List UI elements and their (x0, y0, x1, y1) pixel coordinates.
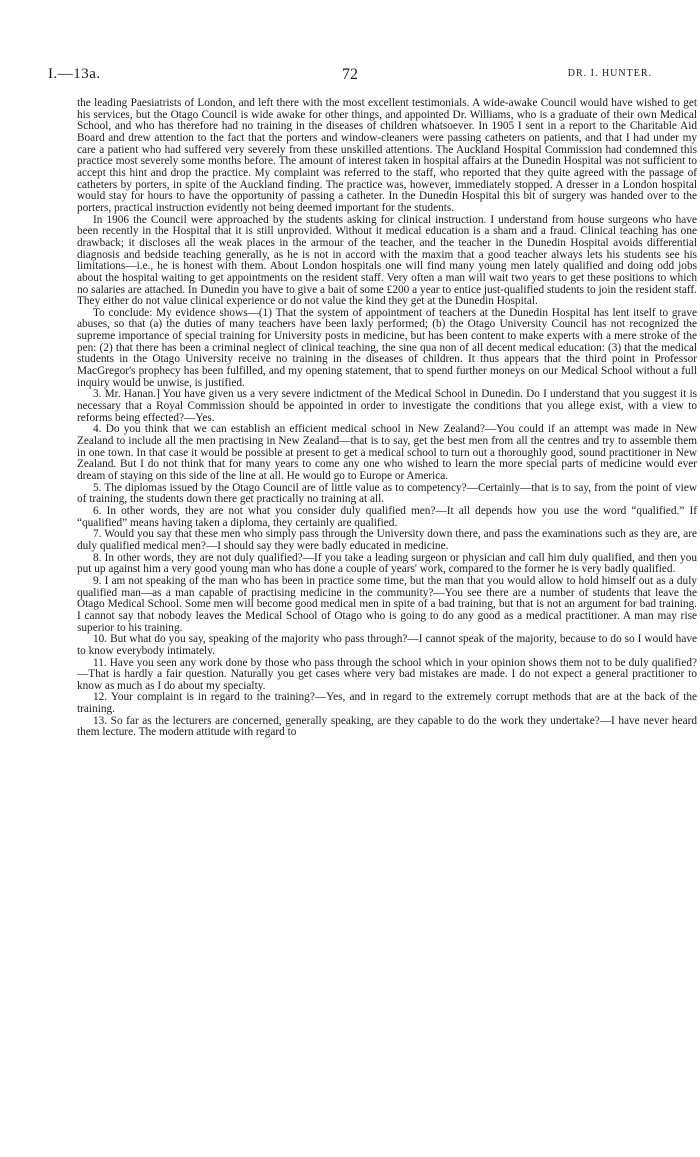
question-3: 3. Mr. Hanan.] You have given us a very severe indictment of the Medical School in Dunedin. Do I understand that you suggest it is necessary that a Royal Commission should be appointed in order to investigate the conditions that you allege exist, with a view to reforms being effected?—Yes. (77, 388, 697, 424)
document-body (77, 98, 697, 739)
question-8: 8. In other words, they are not duly qualified?—If you take a leading surgeon or physician and call him duly qualified, and then you put up against him a very good young man who has done a couple of years' work, compared to the former he is very badly qualified. (77, 551, 697, 576)
question-4: 4. Do you think that we can establish an efficient medical school in New Zealand?—You could if an attempt was made in New Zealand to include all the men practising in New Zealand—that is to say, get the best men from all the centres and try to assemble them in one town. In that case it would be possible at present to get a medical school to turn out a thoroughly good, sound practitioner in New Zealand. But I do not think that for many years to come any one who wished to learn the more special parts of medicine would ever dream of staying on this side of the line at all. He would go to Europe or America. (77, 423, 697, 482)
question-10: 10. But what do you say, speaking of the majority who pass through?—I cannot speak of the majority, because to do so I would have to know everybody intimately. (77, 633, 697, 657)
question-5: 5. The diplomas issued by the Otago Council are of little value as to competency?—Certainly—that is to say, from the point of view of training, the students down there get practically no training at all. (77, 481, 697, 506)
witness-name: DR. I. HUNTER. (567, 68, 652, 79)
paragraph-2: To conclude: My evidence shows—(1) That the system of appointment of teachers at the Dunedin Hospital has lent itself to grave abuses, so that (a) the duties of many teachers have been laxly performed; (b) the Otago University Council has not recognized the supreme importance of special training for University posts in medicine, but has been content to make experts with a mere stroke of the pen: (2) that there has been a criminal neglect of clinical teaching, the sine qua non of all decent medical education: (3) that the medical students in the Otago University receive no training in the diseases of children. It thus appears that the third point in Professor MacGregor's prophecy has been fulfilled, and my opening statement, that to spend further moneys on our Medical School without a full inquiry would be unwise, is justified. (77, 306, 697, 389)
question-13: 13. So far as the lecturers are concerned, generally speaking, are they capable to do the work they undertake?—I have never heard them lecture. The modern attitude with regard to (77, 714, 697, 739)
paragraph-0: the leading Paesiatrists of London, and left there with the most excellent testimonials. A wide-awake Council would have wished to get his services, but the Otago Council is wide awake for other things, and appointed Dr. Williams, who is a graduate of their own Medical School, and who has therefore had no training in the diseases of children whatsoever. In 1905 I sent in a report to the Charitable Aid Board and drew attention to the fact that the porters and window-cleaners were passing catheters on patients, and that I had under my care a patient who had suffered very severely from these unskilled attentions. The Auckland Hospital Commission had condemned this practice most severely some months before. The amount of interest taken in hospital affairs at the Dunedin Hospital was not sufficient to accept this hint and drop the practice. My complaint was referred to the staff, who reported that they quite agreed with the passage of catheters by porters, in spite of the Auckland finding. The practice was, however, immediately stopped. A dresser in a London hospital would stay for hours to have the opportunity of passing a catheter. In the Dunedin Hospital this bit of surgery was handed over to the porters, practical instruction evidently not being deemed important for the students. (77, 97, 697, 214)
question-12: 12. Your complaint is in regard to the training?—Yes, and in regard to the extremely corrupt methods that are at the back of the training. (77, 691, 697, 716)
page-number: 72 (342, 66, 358, 83)
page-header (48, 66, 652, 86)
document-reference: I.—13a. (48, 66, 101, 82)
question-11: 11. Have you seen any work done by those who pass through the school which in your opinion shows them not to be duly qualified?—That is hardly a fair question. Naturally you get cases where very bad mistakes are made. I do not expect a general practitioner to know as much as I do about my specialty. (77, 656, 697, 692)
paragraph-1: In 1906 the Council were approached by the students asking for clinical instruction. I understand from house surgeons who have been recently in the Hospital that it is still unprovided. Without it medical education is a sham and a fraud. Clinical teaching has one drawback; it discloses all the weak places in the armour of the teacher, and the teacher in the Dunedin Hospital avoids differential diagnosis and bedside teaching generally, as he is not in accord with the maxim that a good teacher always lets his students see his limitations—i.e., he is honest with them. About London hospitals one will find many young men lately qualified and doing odd jobs about the hospital waiting to get appointments on the resident staff. Very often a man will wait two years to get these positions to which no salaries are attached. In Dunedin you have to give a bait of some £200 a year to entice just-qualified students to join the resident staff. They either do not value clinical experience or do not value the kind they get at the Dunedin Hospital. (77, 213, 697, 308)
question-6: 6. In other words, they are not what you consider duly qualified men?—It all depends how you use the word “qualified.” If “qualified” means having taken a diploma, they certainly are qualified. (77, 504, 697, 529)
question-7: 7. Would you say that these men who simply pass through the University down there, and pass the examinations such as they are, are duly qualified medical men?—I should say they were badly educated in medicine. (77, 528, 697, 552)
question-9: 9. I am not speaking of the man who has been in practice some time, but the man that you would allow to hold himself out as a duly qualified man—as a man capable of practising medicine in the community?—You see there are a number of students that leave the Otago Medical School. Some men will become good medical men in spite of a bad training, but that is not an argument for bad training. I cannot say that nobody leaves the Medical School of Otago who is going to do any good as a medical practitioner. A man may rise superior to his training. (77, 574, 697, 634)
